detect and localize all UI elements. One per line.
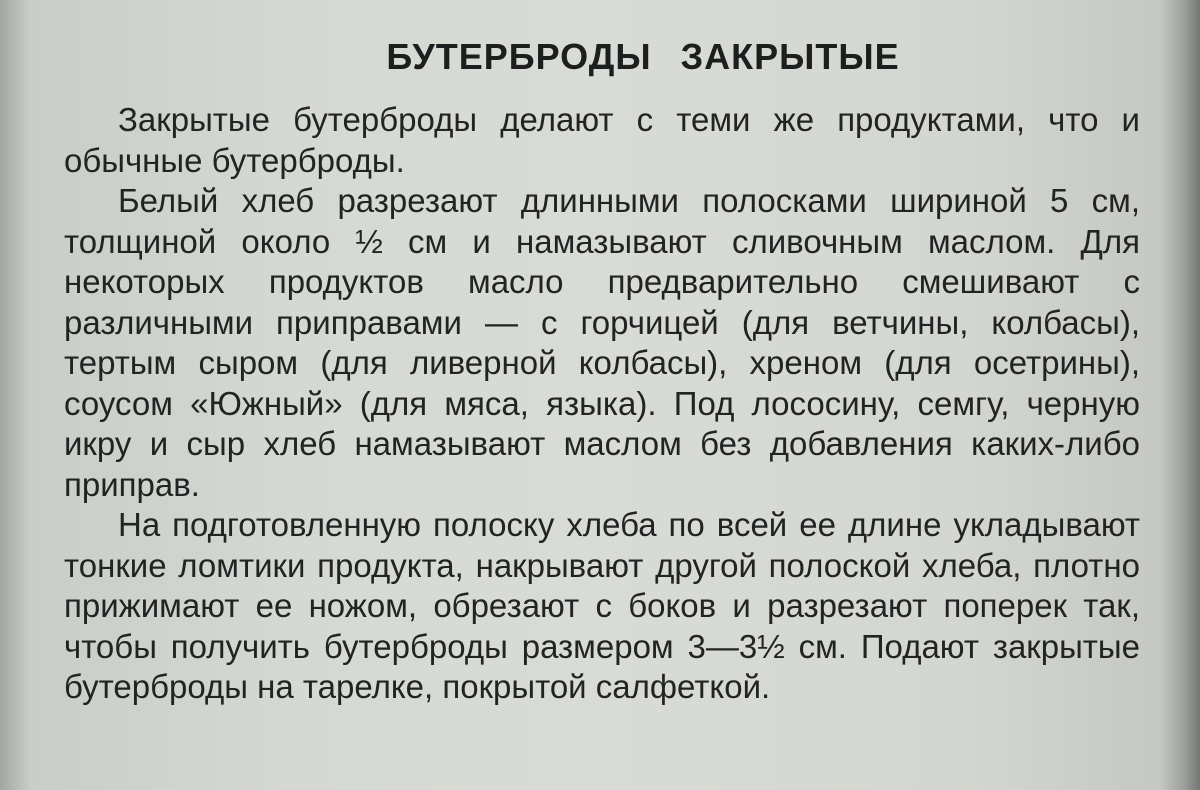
page-shadow-left: [0, 0, 30, 790]
page-title: БУТЕРБРОДЫ ЗАКРЫТЫЕ: [386, 36, 900, 77]
paragraph-3: На подготовленную полоску хлеба по всей ее длине укладывают тонкие ломтики продукта, накрывают другой полоской хлеба, плотно прижимают ее ножом, обрезают с боков и разрезают поперек так, чтобы получить бутерброды размером 3—3½ см. Подают закрытые бутерброды на тарелке, покрытой салфеткой.: [64, 506, 1140, 705]
page-body: [64, 100, 1140, 708]
paragraph-1: Закрытые бутерброды делают с теми же продуктами, что и обычные бутерброды.: [64, 101, 1140, 179]
page-shadow-right: [1160, 0, 1200, 790]
paragraph-2: Белый хлеб разрезают длинными полосками шириной 5 см, толщиной около ½ см и намазывают сливочным маслом. Для некоторых продуктов масло предварительно смешивают с различными приправами — с горчицей (для ветчины, колбасы), тертым сыром (для ливерной колбасы), хреном (для осетрины), соусом «Южный» (для мяса, языка). Под лососину, семгу, черную икру и сыр хлеб намазывают маслом без добавления каких-либо приправ.: [64, 182, 1140, 503]
